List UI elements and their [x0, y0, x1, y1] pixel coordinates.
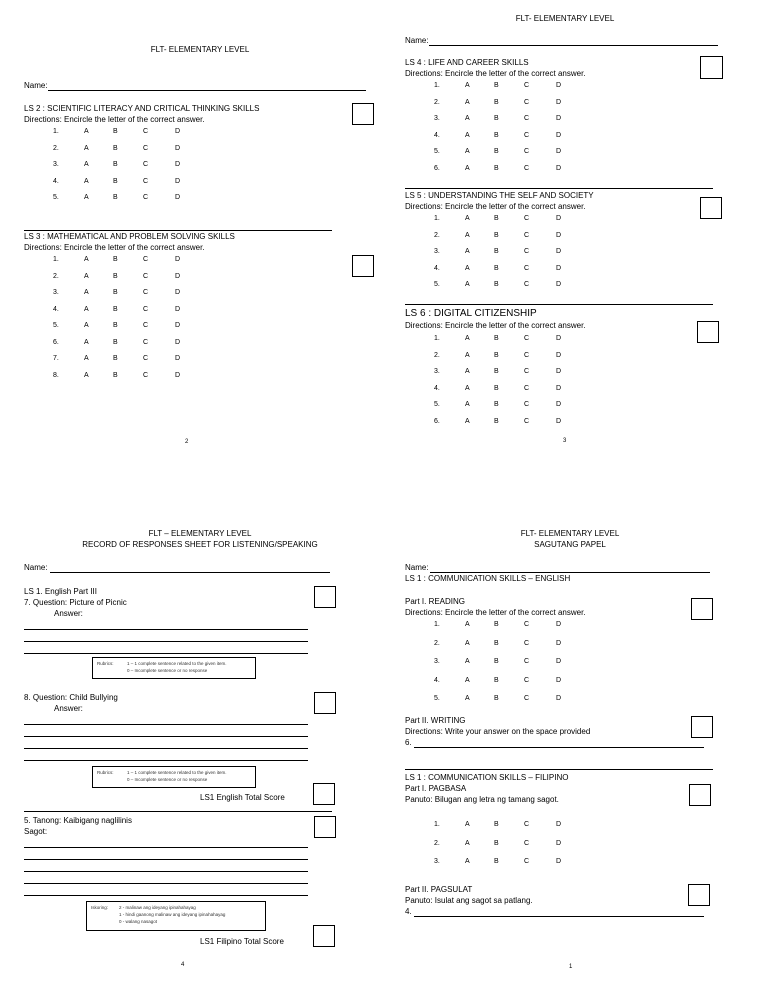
- choice-a[interactable]: A: [465, 281, 470, 289]
- score-box[interactable]: [314, 692, 336, 714]
- page-number: 3: [563, 438, 567, 444]
- answer-line[interactable]: [24, 736, 308, 737]
- choice-c[interactable]: C: [143, 194, 149, 202]
- divider: [24, 230, 332, 231]
- choice-d[interactable]: D: [556, 695, 562, 703]
- choice-d[interactable]: D: [556, 82, 562, 89]
- choice-b[interactable]: B: [494, 231, 499, 239]
- choice-c[interactable]: C: [143, 322, 149, 329]
- section-directions: Directions: Encircle the letter of the correct answer.: [405, 69, 586, 78]
- choice-c[interactable]: C: [524, 264, 530, 272]
- choice-d[interactable]: D: [175, 371, 181, 379]
- item-number: 2.: [434, 231, 440, 239]
- section-title: LS 6 : DIGITAL CITIZENSHIP: [405, 308, 537, 319]
- name-label: Name:: [405, 36, 429, 45]
- choice-b[interactable]: B: [113, 305, 118, 313]
- choice-a[interactable]: A: [465, 115, 470, 123]
- item-number: 5.: [434, 401, 440, 408]
- choice-c[interactable]: C: [524, 335, 530, 342]
- choice-d[interactable]: D: [556, 115, 562, 123]
- choice-b[interactable]: B: [113, 144, 118, 152]
- choice-b[interactable]: B: [494, 695, 499, 703]
- choice-b[interactable]: B: [113, 355, 118, 362]
- part-title: Part II. PAGSULAT: [405, 885, 473, 894]
- item-number: 5.: [53, 194, 59, 202]
- choice-b[interactable]: B: [494, 839, 499, 847]
- item-number: 1.: [53, 256, 59, 263]
- rubric-label: Iskoring:: [91, 905, 109, 910]
- choice-c[interactable]: C: [524, 215, 530, 222]
- item-number: 5.: [434, 695, 440, 703]
- choice-b[interactable]: B: [113, 161, 118, 169]
- choice-b[interactable]: B: [113, 322, 118, 329]
- choice-b[interactable]: B: [494, 858, 499, 866]
- choice-c[interactable]: C: [524, 131, 530, 139]
- name-label: Name:: [24, 81, 48, 90]
- answer-line[interactable]: [24, 653, 308, 654]
- choice-b[interactable]: B: [494, 335, 499, 342]
- choice-b[interactable]: B: [494, 215, 499, 222]
- item-number: 4.: [434, 264, 440, 272]
- name-line[interactable]: [430, 572, 710, 573]
- choice-d[interactable]: D: [556, 165, 562, 172]
- choice-c[interactable]: C: [524, 384, 530, 392]
- choice-c[interactable]: C: [143, 371, 149, 379]
- item-number: 2.: [53, 272, 59, 280]
- item-number: 8.: [53, 371, 59, 379]
- choice-d[interactable]: D: [175, 289, 181, 296]
- choice-d[interactable]: D: [556, 368, 562, 375]
- answer-line[interactable]: [24, 641, 308, 642]
- choice-d[interactable]: D: [175, 322, 181, 329]
- score-box[interactable]: [688, 884, 710, 906]
- choice-b[interactable]: B: [494, 264, 499, 272]
- choice-c[interactable]: C: [524, 148, 530, 156]
- choice-d[interactable]: D: [556, 639, 562, 647]
- item-number: 6.: [405, 738, 412, 747]
- item-number: 5.: [434, 148, 440, 156]
- choice-a[interactable]: A: [465, 384, 470, 392]
- choice-a[interactable]: A: [465, 821, 470, 828]
- section-directions: Directions: Encircle the letter of the correct answer.: [405, 321, 586, 330]
- choice-a[interactable]: A: [465, 231, 470, 239]
- answer-line[interactable]: [24, 859, 308, 860]
- section-title: LS 2 : SCIENTIFIC LITERACY AND CRITICAL THINKING SKILLS: [24, 104, 260, 113]
- part-title: Part II. WRITING: [405, 716, 466, 725]
- choice-d[interactable]: D: [556, 248, 562, 256]
- score-box[interactable]: [700, 197, 722, 219]
- choice-c[interactable]: C: [524, 658, 530, 666]
- choice-b[interactable]: B: [494, 384, 499, 392]
- choice-b[interactable]: B: [494, 82, 499, 89]
- choice-b[interactable]: B: [494, 676, 499, 684]
- choice-a[interactable]: A: [465, 417, 470, 425]
- part-title: Part I. PAGBASA: [405, 784, 467, 793]
- choice-d[interactable]: D: [556, 821, 562, 828]
- choice-c[interactable]: C: [524, 368, 530, 375]
- item-number: 4.: [434, 676, 440, 684]
- section-title: LS 1 : COMMUNICATION SKILLS – FILIPINO: [405, 773, 569, 782]
- english-total-box[interactable]: [313, 783, 335, 805]
- choice-a[interactable]: A: [465, 401, 470, 408]
- choice-c[interactable]: C: [524, 98, 530, 106]
- item-number: 3.: [53, 161, 59, 169]
- choice-c[interactable]: C: [143, 256, 149, 263]
- choice-d[interactable]: D: [175, 144, 181, 152]
- choice-a[interactable]: A: [465, 131, 470, 139]
- part-title: Part I. READING: [405, 597, 466, 606]
- section-title: LS 4 : LIFE AND CAREER SKILLS: [405, 58, 529, 67]
- rubric-box: [92, 657, 256, 679]
- question-number: 7. Question:: [24, 598, 68, 607]
- choice-a[interactable]: A: [465, 368, 470, 375]
- rubric-line: 2 - malinaw ang ideyang ipinahahayag: [119, 905, 196, 910]
- choice-b[interactable]: B: [113, 272, 118, 280]
- answer-label: Answer:: [54, 609, 83, 618]
- choice-a[interactable]: A: [465, 695, 470, 703]
- choice-b[interactable]: B: [494, 98, 499, 106]
- rubric-box: [92, 766, 256, 788]
- choice-c[interactable]: C: [143, 177, 149, 185]
- score-box[interactable]: [352, 103, 374, 125]
- divider: [405, 769, 713, 770]
- choice-d[interactable]: D: [175, 338, 181, 346]
- choice-b[interactable]: B: [494, 621, 499, 628]
- choice-b[interactable]: B: [494, 281, 499, 289]
- item-number: 4.: [434, 131, 440, 139]
- name-line[interactable]: [50, 572, 330, 573]
- choice-a[interactable]: A: [84, 161, 89, 169]
- rubric-line: 0 – Incomplete sentence or no response: [127, 668, 208, 673]
- item-number: 1.: [434, 621, 440, 628]
- question-number: 8. Question:: [24, 693, 68, 702]
- choice-c[interactable]: C: [524, 858, 530, 866]
- page-header: FLT- ELEMENTARY LEVEL: [515, 14, 615, 23]
- choice-b[interactable]: B: [113, 177, 118, 185]
- choice-b[interactable]: B: [494, 658, 499, 666]
- part-directions: Panuto: Bilugan ang letra ng tamang sagot.: [405, 795, 559, 804]
- choice-d[interactable]: D: [556, 384, 562, 392]
- choice-a[interactable]: A: [465, 148, 470, 156]
- item-number: 2.: [434, 351, 440, 359]
- choice-c[interactable]: C: [524, 417, 530, 425]
- choice-a[interactable]: A: [84, 371, 89, 379]
- item-number: 3.: [434, 858, 440, 866]
- choice-a[interactable]: A: [84, 177, 89, 185]
- rubric-line: 1 – 1 complete sentence related to the given item.: [127, 770, 227, 775]
- rubric-line: 0 – Incomplete sentence or no response: [127, 777, 208, 782]
- choice-d[interactable]: D: [556, 417, 562, 425]
- choice-d[interactable]: D: [175, 256, 181, 263]
- item-number: 3.: [434, 368, 440, 375]
- choice-a[interactable]: A: [84, 355, 89, 362]
- answer-line[interactable]: [24, 629, 308, 630]
- choice-d[interactable]: D: [556, 351, 562, 359]
- choice-d[interactable]: D: [556, 264, 562, 272]
- rubric-label: Rubrics:: [97, 661, 114, 666]
- choice-d[interactable]: D: [556, 131, 562, 139]
- choice-c[interactable]: C: [524, 621, 530, 628]
- choice-d[interactable]: D: [556, 621, 562, 628]
- rubric-line: 1 - hindi gaanong malinaw ang ideyang ipinahahayag: [119, 912, 226, 917]
- choice-d[interactable]: D: [556, 231, 562, 239]
- part-directions: Directions: Write your answer on the space provided: [405, 727, 591, 736]
- choice-b[interactable]: B: [494, 417, 499, 425]
- choice-b[interactable]: B: [113, 371, 118, 379]
- item-number: 4.: [434, 384, 440, 392]
- score-box[interactable]: [314, 816, 336, 838]
- choice-b[interactable]: B: [113, 128, 118, 135]
- answer-line[interactable]: [24, 883, 308, 884]
- choice-d[interactable]: D: [556, 335, 562, 342]
- answer-line[interactable]: [24, 847, 308, 848]
- choice-d[interactable]: D: [556, 281, 562, 289]
- item-number: 4.: [53, 177, 59, 185]
- choice-d[interactable]: D: [175, 161, 181, 169]
- choice-a[interactable]: A: [465, 621, 470, 628]
- choice-c[interactable]: C: [524, 676, 530, 684]
- choice-a[interactable]: A: [84, 256, 89, 263]
- choice-a[interactable]: A: [84, 128, 89, 135]
- page-header: FLT- ELEMENTARY LEVEL: [150, 45, 250, 54]
- item-number: 3.: [434, 658, 440, 666]
- score-box[interactable]: [352, 255, 374, 277]
- choice-d[interactable]: D: [556, 215, 562, 222]
- item-number: 5.: [53, 322, 59, 329]
- divider: [24, 811, 332, 812]
- answer-line[interactable]: [24, 760, 308, 761]
- item-number: 1.: [53, 128, 59, 135]
- filipino-total-label: LS1 Filipino Total Score: [200, 937, 284, 946]
- score-box[interactable]: [689, 784, 711, 806]
- choice-b[interactable]: B: [494, 351, 499, 359]
- choice-a[interactable]: A: [465, 335, 470, 342]
- score-box[interactable]: [697, 321, 719, 343]
- item-number: 2.: [434, 639, 440, 647]
- question-label: [24, 598, 127, 608]
- sagot-label: Sagot:: [24, 827, 48, 836]
- part-directions: Directions: Encircle the letter of the correct answer.: [405, 608, 586, 617]
- choice-b[interactable]: B: [494, 401, 499, 408]
- section-directions: Directions: Encircle the letter of the correct answer.: [24, 243, 205, 252]
- name-label: Name:: [24, 563, 48, 572]
- part-directions: Panuto: Isulat ang sagot sa patlang.: [405, 896, 533, 905]
- page-subheader: SAGUTANG PAPEL: [534, 540, 606, 549]
- item-number: 4.: [405, 907, 412, 916]
- divider: [405, 188, 713, 189]
- choice-d[interactable]: D: [556, 401, 562, 408]
- item-number: 4.: [53, 305, 59, 313]
- page-header: FLT- ELEMENTARY LEVEL: [520, 529, 620, 538]
- item-number: 2.: [434, 839, 440, 847]
- question-topic: Child Bullying: [69, 693, 118, 702]
- choice-d[interactable]: D: [175, 355, 181, 362]
- choice-b[interactable]: B: [494, 248, 499, 256]
- choice-b[interactable]: B: [494, 115, 499, 123]
- choice-d[interactable]: D: [556, 98, 562, 106]
- choice-c[interactable]: C: [524, 351, 530, 359]
- choice-c[interactable]: C: [524, 82, 530, 89]
- choice-c[interactable]: C: [143, 128, 149, 135]
- question-label: [24, 816, 132, 826]
- section-title: LS 1. English Part III: [24, 587, 97, 596]
- answer-label: Answer:: [54, 704, 83, 713]
- choice-c[interactable]: C: [143, 144, 149, 152]
- choice-b[interactable]: B: [494, 165, 499, 172]
- page-number: 2: [185, 439, 189, 445]
- question-topic: Kaibigang naglilinis: [63, 816, 132, 825]
- item-number: 7.: [53, 355, 59, 362]
- choice-c[interactable]: C: [143, 289, 149, 296]
- divider: [405, 304, 713, 305]
- choice-a[interactable]: A: [84, 305, 89, 313]
- question-topic: Picture of Picnic: [69, 598, 127, 607]
- choice-d[interactable]: D: [175, 305, 181, 313]
- choice-c[interactable]: C: [524, 281, 530, 289]
- answer-line[interactable]: [24, 748, 308, 749]
- choice-b[interactable]: B: [494, 639, 499, 647]
- english-total-label: LS1 English Total Score: [200, 793, 285, 802]
- choice-c[interactable]: C: [524, 401, 530, 408]
- choice-c[interactable]: C: [524, 248, 530, 256]
- item-number: 2.: [434, 98, 440, 106]
- item-number: 1.: [434, 821, 440, 828]
- name-line[interactable]: [48, 90, 366, 91]
- choice-a[interactable]: A: [465, 248, 470, 256]
- choice-c[interactable]: C: [143, 355, 149, 362]
- score-box[interactable]: [691, 716, 713, 738]
- page-number: 4: [181, 962, 185, 968]
- choice-a[interactable]: A: [84, 144, 89, 152]
- section-directions: Directions: Encircle the letter of the correct answer.: [405, 202, 586, 211]
- choice-d[interactable]: D: [175, 272, 181, 280]
- item-number: 1.: [434, 82, 440, 89]
- item-number: 1.: [434, 335, 440, 342]
- choice-a[interactable]: A: [465, 639, 470, 647]
- question-number: 5. Tanong:: [24, 816, 62, 825]
- score-box[interactable]: [314, 586, 336, 608]
- choice-a[interactable]: A: [84, 194, 89, 202]
- item-number: 6.: [434, 417, 440, 425]
- item-number: 1.: [434, 215, 440, 222]
- section-title: LS 3 : MATHEMATICAL AND PROBLEM SOLVING SKILLS: [24, 232, 235, 241]
- choice-b[interactable]: B: [494, 131, 499, 139]
- choice-b[interactable]: B: [113, 194, 118, 202]
- choice-a[interactable]: A: [84, 322, 89, 329]
- choice-c[interactable]: C: [524, 639, 530, 647]
- choice-a[interactable]: A: [465, 839, 470, 847]
- rubric-line: 1 – 1 complete sentence related to the given item.: [127, 661, 227, 666]
- choice-c[interactable]: C: [143, 338, 149, 346]
- name-label: Name:: [405, 563, 429, 572]
- item-number: 3.: [434, 115, 440, 123]
- choice-a[interactable]: A: [465, 676, 470, 684]
- choice-d[interactable]: D: [556, 839, 562, 847]
- section-title: LS 5 : UNDERSTANDING THE SELF AND SOCIETY: [405, 191, 594, 200]
- score-box[interactable]: [691, 598, 713, 620]
- choice-b[interactable]: B: [494, 148, 499, 156]
- choice-a[interactable]: A: [84, 338, 89, 346]
- choice-c[interactable]: C: [524, 821, 530, 828]
- answer-line[interactable]: [24, 724, 308, 725]
- item-number: 6.: [53, 338, 59, 346]
- rubric-label: Rubrics:: [97, 770, 114, 775]
- choice-d[interactable]: D: [175, 177, 181, 185]
- item-number: 5.: [434, 281, 440, 289]
- choice-a[interactable]: A: [465, 215, 470, 222]
- section-title: LS 1 : COMMUNICATION SKILLS – ENGLISH: [405, 574, 571, 583]
- choice-a[interactable]: A: [465, 82, 470, 89]
- choice-c[interactable]: C: [143, 272, 149, 280]
- choice-a[interactable]: A: [465, 264, 470, 272]
- answer-line[interactable]: [24, 871, 308, 872]
- item-number: 6.: [434, 165, 440, 172]
- choice-d[interactable]: D: [556, 148, 562, 156]
- name-line[interactable]: [429, 45, 718, 46]
- question-label: [24, 693, 118, 703]
- item-number: 3.: [434, 248, 440, 256]
- choice-a[interactable]: A: [465, 658, 470, 666]
- rubric-box: [86, 901, 266, 931]
- rubric-line: 0 - walang nasagot: [119, 919, 158, 924]
- choice-c[interactable]: C: [143, 305, 149, 313]
- filipino-total-box[interactable]: [313, 925, 335, 947]
- choice-c[interactable]: C: [524, 839, 530, 847]
- page-number: 1: [569, 964, 573, 970]
- choice-d[interactable]: D: [175, 128, 181, 135]
- choice-d[interactable]: D: [175, 194, 181, 202]
- choice-b[interactable]: B: [113, 338, 118, 346]
- choice-c[interactable]: C: [524, 695, 530, 703]
- choice-c[interactable]: C: [143, 161, 149, 169]
- choice-a[interactable]: A: [84, 289, 89, 296]
- choice-d[interactable]: D: [556, 858, 562, 866]
- item-number: 3.: [53, 289, 59, 296]
- choice-a[interactable]: A: [465, 98, 470, 106]
- answer-line[interactable]: [414, 747, 704, 748]
- answer-line[interactable]: [24, 895, 308, 896]
- choice-c[interactable]: C: [524, 231, 530, 239]
- page-header: FLT – ELEMENTARY LEVEL: [148, 529, 252, 538]
- choice-a[interactable]: A: [465, 165, 470, 172]
- choice-c[interactable]: C: [524, 165, 530, 172]
- choice-b[interactable]: B: [494, 821, 499, 828]
- choice-c[interactable]: C: [524, 115, 530, 123]
- item-number: 2.: [53, 144, 59, 152]
- choice-d[interactable]: D: [556, 658, 562, 666]
- choice-a[interactable]: A: [465, 351, 470, 359]
- choice-d[interactable]: D: [556, 676, 562, 684]
- page-subheader: RECORD OF RESPONSES SHEET FOR LISTENING/SPEAKING: [82, 540, 318, 549]
- choice-b[interactable]: B: [494, 368, 499, 375]
- choice-b[interactable]: B: [113, 289, 118, 296]
- choice-a[interactable]: A: [465, 858, 470, 866]
- choice-a[interactable]: A: [84, 272, 89, 280]
- score-box[interactable]: [700, 56, 723, 79]
- choice-b[interactable]: B: [113, 256, 118, 263]
- answer-line[interactable]: [414, 916, 704, 917]
- section-directions: Directions: Encircle the letter of the correct answer.: [24, 115, 205, 124]
